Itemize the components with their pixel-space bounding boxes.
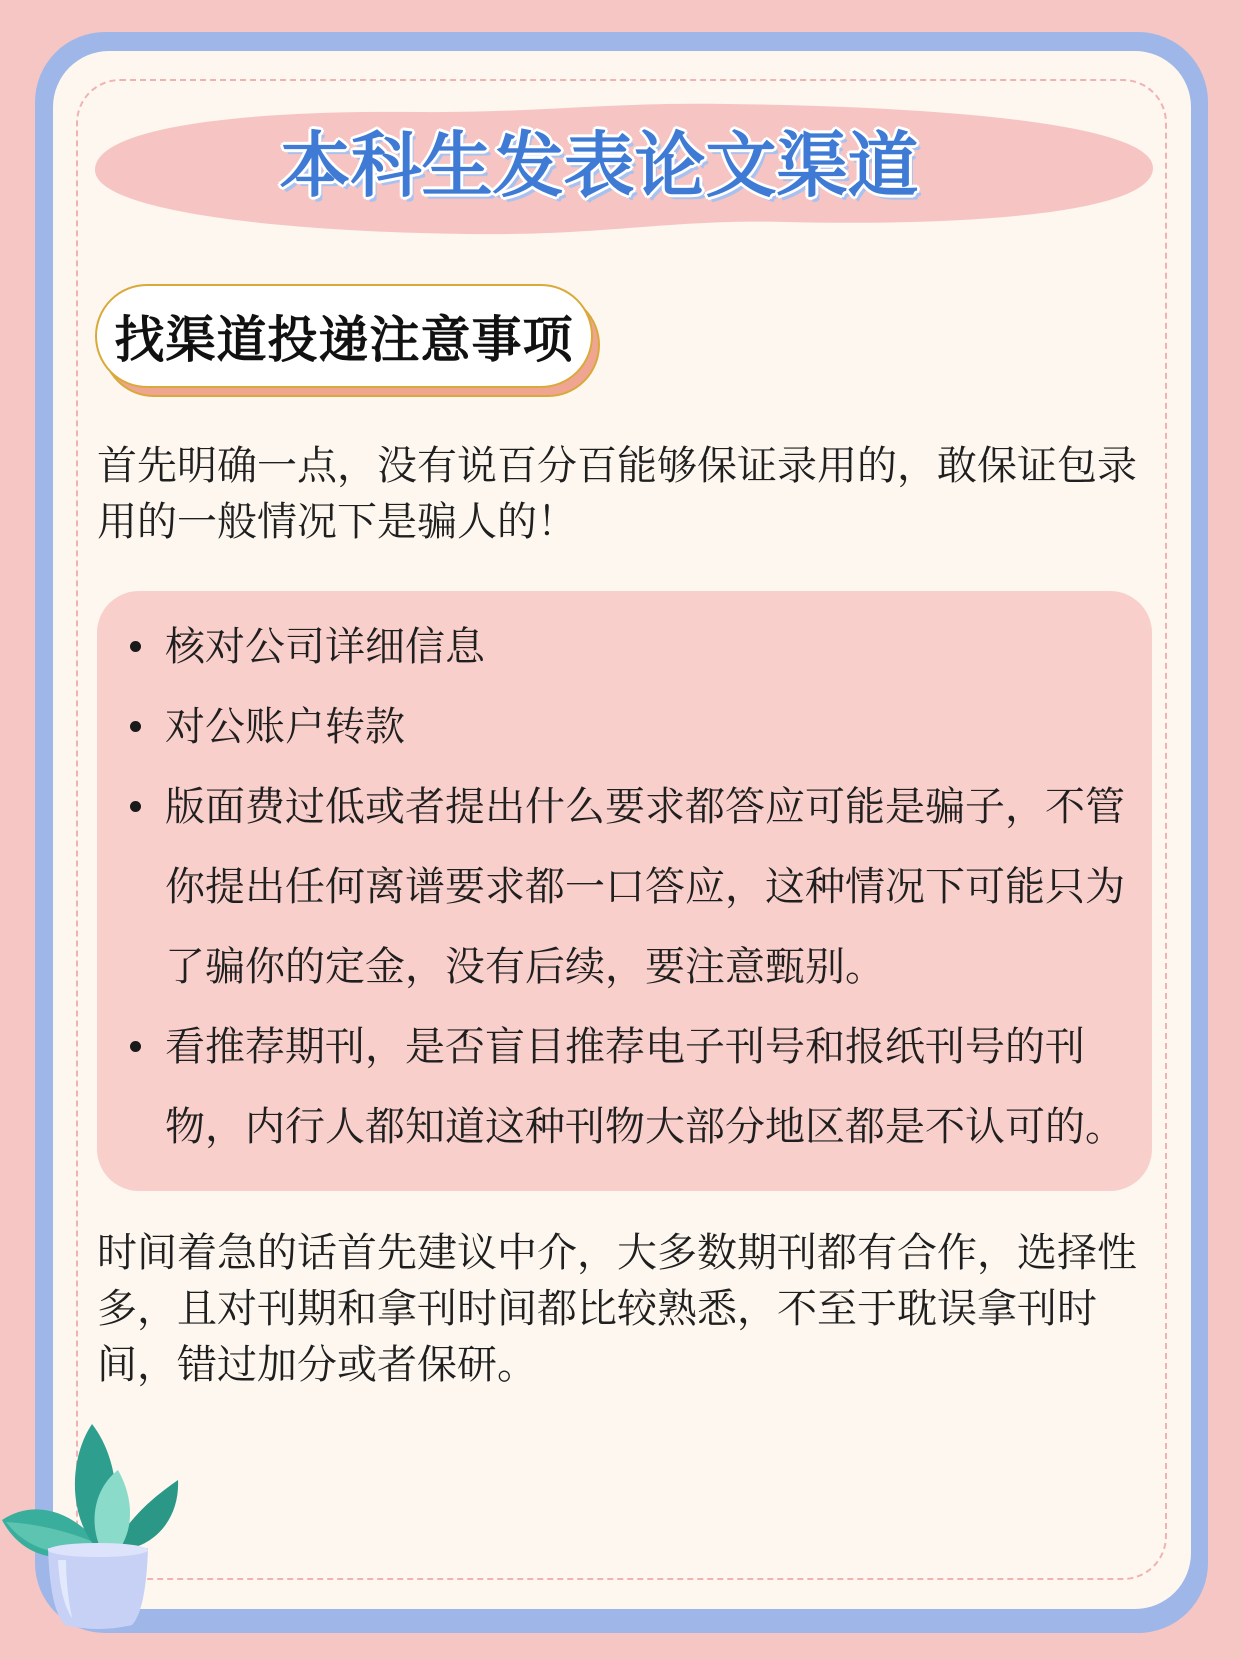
- pot-rim: [48, 1543, 148, 1557]
- tip-text: 核对公司详细信息: [165, 624, 485, 670]
- tip-text: 版面费过低或者提出什么要求都答应可能是骗子，不管你提出任何离谱要求都一口答应，这种情况下可能只为了骗你的定金，没有后续，要注意甄别。: [165, 784, 1125, 990]
- tip-text: 看推荐期刊，是否盲目推荐电子刊号和报纸刊号的刊物，内行人都知道这种刊物大部分地区都是不认可的。: [165, 1024, 1125, 1150]
- advice-paragraph: 时间着急的话首先建议中介，大多数期刊都有合作，选择性多，且对刊期和拿刊时间都比较熟悉，不至于耽误拿刊时间，错过加分或者保研。: [97, 1230, 1137, 1388]
- potted-plant-icon: [0, 1420, 190, 1635]
- tip-text: 对公账户转款: [165, 704, 405, 750]
- intro-paragraph: 首先明确一点，没有说百分百能够保证录用的，敢保证包录用的一般情况下是骗人的！: [97, 443, 1137, 545]
- tips-list: [97, 591, 1152, 1167]
- list-item: [97, 687, 1152, 767]
- subtitle-text: 找渠道投递注意事项: [114, 311, 574, 369]
- page-title: 本科生发表论文渠道: [279, 124, 919, 207]
- list-item: [97, 607, 1152, 687]
- subtitle-pill: [95, 284, 593, 388]
- bullet-icon: [130, 721, 141, 732]
- bullet-icon: [130, 801, 141, 812]
- bullet-icon: [130, 641, 141, 652]
- list-item: [97, 1007, 1152, 1167]
- list-item: [97, 767, 1152, 1007]
- bullet-icon: [130, 1041, 141, 1052]
